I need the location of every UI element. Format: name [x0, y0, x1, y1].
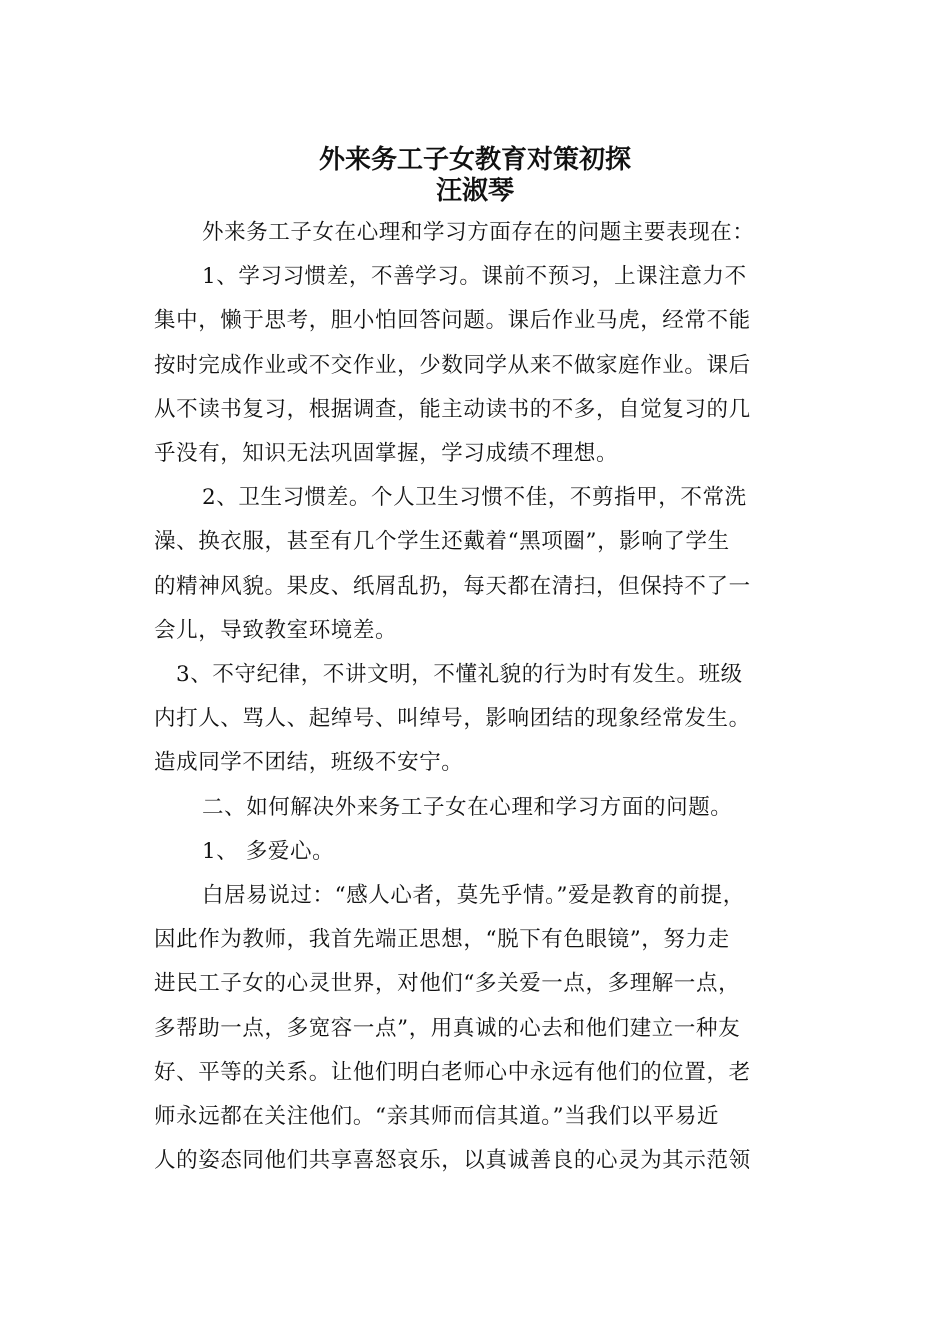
text-line: 按时完成作业或不交作业，少数同学从来不做家庭作业。课后	[154, 352, 751, 378]
paragraph-hygiene-habits	[154, 476, 814, 653]
text-line: 好、平等的关系。让他们明白老师心中永远有他们的位置，老	[154, 1059, 751, 1085]
text-line: 多帮助一点，多宽容一点”，用真诚的心去和他们建立一种友	[154, 1015, 741, 1041]
paragraph-bai-juyi-quote	[154, 874, 814, 1183]
text-line: 外来务工子女在心理和学习方面存在的问题主要表现在：	[202, 220, 755, 245]
document-title: 外来务工子女教育对策初探	[318, 145, 631, 175]
text-line: 师永远都在关注他们。“亲其师而信其道。”当我们以平易近	[154, 1104, 719, 1130]
text-line: 白居易说过：“感人心者，莫先乎情。”爱是教育的前提，	[202, 883, 745, 909]
paragraph-more-love	[154, 830, 814, 874]
text-line: 造成同学不团结，班级不安宁。	[154, 750, 464, 776]
text-line: 集中，懒于思考，胆小怕回答问题。课后作业马虎，经常不能	[154, 308, 751, 334]
document-body	[154, 211, 814, 1183]
text-line: 从不读书复习，根据调查，能主动读书的不多，自觉复习的几	[154, 396, 751, 422]
paragraph-intro	[154, 211, 814, 255]
text-line: 2、卫生习惯差。个人卫生习惯不佳，不剪指甲，不常洗	[202, 485, 747, 511]
text-line: 内打人、骂人、起绰号、叫绰号，影响团结的现象经常发生。	[154, 706, 751, 732]
text-line: 进民工子女的心灵世界，对他们“多关爱一点，多理解一点，	[154, 971, 741, 997]
text-line: 二、如何解决外来务工子女在心理和学习方面的问题。	[202, 794, 733, 820]
text-line: 会儿，导致教室环境差。	[154, 617, 398, 643]
paragraph-section-two-heading	[154, 786, 814, 830]
text-line: 人的姿态同他们共享喜怒哀乐，以真诚善良的心灵为其示范领	[154, 1148, 751, 1174]
text-line: 的精神风貌。果皮、纸屑乱扔，每天都在清扫，但保持不了一	[154, 573, 751, 599]
text-line: 1、学习习惯差，不善学习。课前不预习，上课注意力不	[202, 264, 747, 290]
text-line: 3、不守纪律，不讲文明，不懂礼貌的行为时有发生。班级	[176, 662, 743, 688]
text-line: 1、 多爱心。	[202, 838, 335, 864]
paragraph-study-habits	[154, 255, 814, 476]
document-author: 汪淑琴	[435, 176, 514, 206]
text-line: 澡、换衣服，甚至有几个学生还戴着“黑项圈”，影响了学生	[154, 529, 730, 555]
text-line: 乎没有，知识无法巩固掌握，学习成绩不理想。	[154, 441, 619, 467]
paragraph-discipline	[154, 653, 814, 786]
text-line: 因此作为教师，我首先端正思想，“脱下有色眼镜”，努力走	[154, 927, 730, 953]
